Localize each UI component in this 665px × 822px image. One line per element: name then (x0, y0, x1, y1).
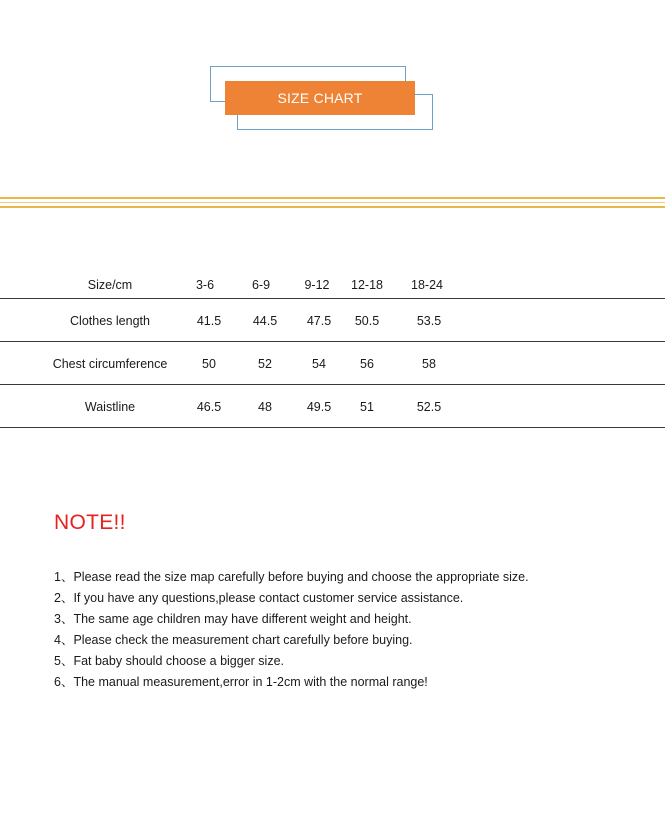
table-cell: 44.5 (252, 314, 278, 328)
table-cell: 51 (360, 400, 374, 414)
size-chart-title-banner (210, 66, 432, 130)
list-item: 3、The same age children may have different weight and height. (54, 612, 412, 626)
size-table (0, 270, 665, 428)
header-cell: 6-9 (251, 278, 271, 292)
row-label: Clothes length (70, 314, 150, 328)
row-label: Waistline (84, 400, 136, 414)
table-cell: 52.5 (416, 400, 442, 414)
table-cell: 52 (258, 357, 272, 371)
table-cell: 48 (258, 400, 272, 414)
table-row (0, 385, 665, 428)
header-cell: 3-6 (195, 278, 215, 292)
decorative-divider (0, 202, 665, 203)
table-cell: 54 (312, 357, 326, 371)
table-cell: 50.5 (354, 314, 380, 328)
list-item: 4、Please check the measurement chart carefully before buying. (54, 633, 413, 647)
list-item: 6、The manual measurement,error in 1-2cm with the normal range! (54, 675, 428, 689)
table-cell: 49.5 (306, 400, 332, 414)
header-cell: Size/cm (87, 278, 133, 292)
list-item: 5、Fat baby should choose a bigger size. (54, 654, 284, 668)
table-cell: 58 (422, 357, 436, 371)
page-title: SIZE CHART (225, 81, 415, 115)
decorative-divider (0, 206, 665, 208)
note-list (54, 567, 529, 693)
note-heading: NOTE!! (54, 511, 126, 534)
table-cell: 56 (360, 357, 374, 371)
row-label: Chest circumference (52, 357, 168, 371)
table-cell: 46.5 (196, 400, 222, 414)
table-cell: 41.5 (196, 314, 222, 328)
table-header-row (0, 270, 665, 299)
table-cell: 47.5 (306, 314, 332, 328)
table-cell: 50 (202, 357, 216, 371)
list-item: 1、Please read the size map carefully before buying and choose the appropriate size. (54, 570, 529, 584)
table-row (0, 342, 665, 385)
header-cell: 18-24 (411, 278, 443, 292)
decorative-divider (0, 197, 665, 199)
header-cell: 9-12 (304, 278, 330, 292)
table-cell: 53.5 (416, 314, 442, 328)
header-cell: 12-18 (351, 278, 383, 292)
list-item: 2、If you have any questions,please contact customer service assistance. (54, 591, 464, 605)
table-row (0, 299, 665, 342)
